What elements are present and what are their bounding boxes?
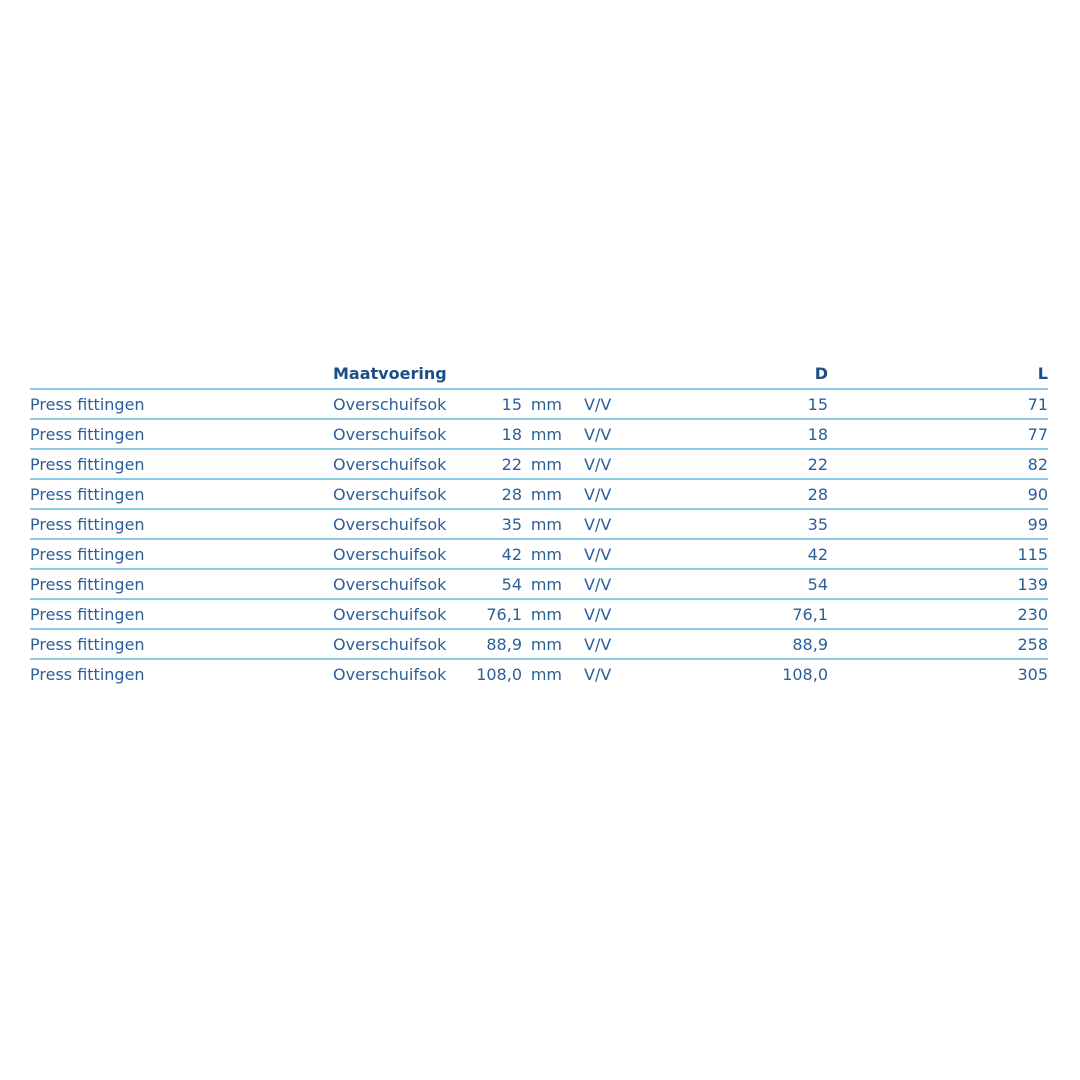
cell-size: 88,9 xyxy=(486,635,522,654)
cell-type: Overschuifsok xyxy=(333,515,447,534)
cell-d: 18 xyxy=(807,425,828,444)
cell-category: Press fittingen xyxy=(30,515,145,534)
header-l: L xyxy=(1037,364,1048,383)
cell-size: 35 xyxy=(501,515,522,534)
cell-d: 76,1 xyxy=(792,605,828,624)
cell-size: 76,1 xyxy=(486,605,522,624)
cell-size: 54 xyxy=(501,575,522,594)
cell-d: 35 xyxy=(807,515,828,534)
cell-type: Overschuifsok xyxy=(333,545,447,564)
cell-l: 258 xyxy=(1017,635,1048,654)
cell-category: Press fittingen xyxy=(30,485,145,504)
cell-l: 305 xyxy=(1017,665,1048,684)
cell-type: Overschuifsok xyxy=(333,635,447,654)
cell-d: 108,0 xyxy=(782,665,828,684)
table-header-row xyxy=(30,360,1048,390)
cell-category: Press fittingen xyxy=(30,425,145,444)
cell-connection: V/V xyxy=(584,515,612,534)
cell-category: Press fittingen xyxy=(30,665,145,684)
cell-unit: mm xyxy=(530,575,562,594)
cell-unit: mm xyxy=(530,545,562,564)
cell-d: 88,9 xyxy=(792,635,828,654)
cell-connection: V/V xyxy=(584,605,612,624)
table-row xyxy=(30,600,1048,630)
table-row xyxy=(30,390,1048,420)
cell-type: Overschuifsok xyxy=(333,425,447,444)
cell-type: Overschuifsok xyxy=(333,485,447,504)
cell-l: 99 xyxy=(1027,515,1048,534)
cell-unit: mm xyxy=(530,395,562,414)
cell-connection: V/V xyxy=(584,545,612,564)
header-dimension: Maatvoering xyxy=(333,364,447,383)
cell-category: Press fittingen xyxy=(30,635,145,654)
cell-size: 15 xyxy=(501,395,522,414)
cell-l: 139 xyxy=(1017,575,1048,594)
cell-d: 28 xyxy=(807,485,828,504)
cell-l: 77 xyxy=(1027,425,1048,444)
spec-table xyxy=(30,360,1048,688)
cell-connection: V/V xyxy=(584,455,612,474)
cell-category: Press fittingen xyxy=(30,575,145,594)
cell-category: Press fittingen xyxy=(30,455,145,474)
cell-unit: mm xyxy=(530,665,562,684)
cell-size: 42 xyxy=(501,545,522,564)
cell-connection: V/V xyxy=(584,635,612,654)
cell-unit: mm xyxy=(530,455,562,474)
cell-type: Overschuifsok xyxy=(333,605,447,624)
cell-size: 28 xyxy=(501,485,522,504)
cell-type: Overschuifsok xyxy=(333,455,447,474)
cell-size: 18 xyxy=(501,425,522,444)
cell-size: 22 xyxy=(501,455,522,474)
cell-d: 54 xyxy=(807,575,828,594)
cell-d: 15 xyxy=(807,395,828,414)
cell-connection: V/V xyxy=(584,395,612,414)
table-row xyxy=(30,480,1048,510)
cell-type: Overschuifsok xyxy=(333,665,447,684)
cell-category: Press fittingen xyxy=(30,395,145,414)
cell-type: Overschuifsok xyxy=(333,575,447,594)
cell-category: Press fittingen xyxy=(30,605,145,624)
cell-type: Overschuifsok xyxy=(333,395,447,414)
cell-unit: mm xyxy=(530,635,562,654)
table-row xyxy=(30,510,1048,540)
table-row xyxy=(30,450,1048,480)
cell-connection: V/V xyxy=(584,425,612,444)
cell-connection: V/V xyxy=(584,485,612,504)
table-row xyxy=(30,420,1048,450)
table-row xyxy=(30,570,1048,600)
cell-size: 108,0 xyxy=(476,665,522,684)
table-row xyxy=(30,630,1048,660)
table-row xyxy=(30,660,1048,688)
cell-d: 42 xyxy=(807,545,828,564)
cell-d: 22 xyxy=(807,455,828,474)
cell-connection: V/V xyxy=(584,575,612,594)
cell-l: 82 xyxy=(1027,455,1048,474)
cell-l: 90 xyxy=(1027,485,1048,504)
cell-l: 230 xyxy=(1017,605,1048,624)
cell-unit: mm xyxy=(530,515,562,534)
cell-connection: V/V xyxy=(584,665,612,684)
header-d: D xyxy=(814,364,828,383)
cell-unit: mm xyxy=(530,485,562,504)
cell-category: Press fittingen xyxy=(30,545,145,564)
cell-l: 115 xyxy=(1017,545,1048,564)
cell-unit: mm xyxy=(530,605,562,624)
cell-unit: mm xyxy=(530,425,562,444)
table-row xyxy=(30,540,1048,570)
cell-l: 71 xyxy=(1027,395,1048,414)
